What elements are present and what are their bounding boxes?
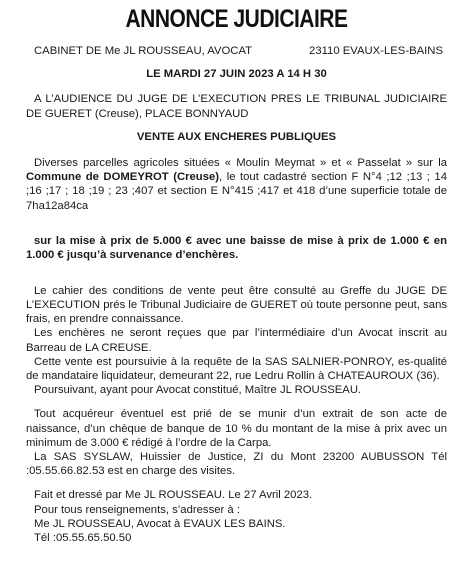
- cabinet-name: CABINET DE Me JL ROUSSEAU, AVOCAT: [34, 45, 253, 57]
- sale-title: VENTE AUX ENCHERES PUBLIQUES: [136, 130, 337, 143]
- closing-line-1: Fait et dressé par Me JL ROUSSEAU. Le 27 Avril 2023.: [34, 489, 313, 502]
- closing-block: [26, 488, 447, 545]
- parcels-details: , le tout cadastré section F N°4 ;12 ;13 ; 14 ;16 ;17 ; 18 ;19 ; 23 ;407 et section E N°415 ;417 et 418 d’une superficie totale de 7ha12a84ca: [26, 171, 447, 212]
- commune-name: Commune de DOMEYROT (Creuse): [26, 171, 220, 184]
- hearing-location: A L’AUDIENCE DU JUGE DE L’EXECUTION PRES LE TRIBUNAL JUDICIAIRE DE GUERET (Creuse), PLACE BONNYAUD: [26, 93, 447, 120]
- buyer-paragraph: Tout acquéreur éventuel est prié de se munir d’un extrait de son acte de naissance, d’un chèque de banque de 10 % du montant de la mise à prix avec un minimum de 3.000 € rédigé à l’ordre de la Carpa.: [26, 408, 447, 449]
- hearing-date: LE MARDI 27 JUIN 2023 A 14 H 30: [146, 68, 327, 81]
- closing-line-3: Me JL ROUSSEAU, Avocat à EVAUX LES BAINS.: [34, 517, 286, 530]
- parcels-description: [26, 156, 447, 213]
- parcels-intro: Diverses parcelles agricoles situées « Moulin Meymat » et « Passelat » sur la: [34, 157, 447, 170]
- notice-header: [26, 44, 447, 58]
- bids-paragraph: Les enchères ne seront reçues que par l’intermédiaire d’un Avocat inscrit au Barreau de LA CREUSE.: [26, 327, 447, 354]
- lawyer-paragraph: Poursuivant, ayant pour Avocat constitué, Maître JL ROUSSEAU.: [34, 384, 362, 397]
- pursued-paragraph: Cette vente est poursuivie à la requête de la SAS SALNIER-PONROY, es-qualité de mandataire liquidateur, demeurant 22, rue Ledru Rollin à CHATEAUROUX (36).: [26, 355, 447, 383]
- closing-line-2: Pour tous renseignements, s’adresser à :: [34, 503, 240, 516]
- starting-price: sur la mise à prix de 5.000 € avec une baisse de mise à prix de 1.000 € en 1.000 € jusqu’à survenance d’enchères.: [26, 235, 447, 262]
- conditions-paragraph: Le cahier des conditions de vente peut être consulté au Greffe du JUGE DE L’EXECUTION prés le Tribunal Judiciaire de GUERET où toute personne peut, sans frais, en prendre connaissance.: [26, 284, 447, 326]
- bailiff-paragraph: La SAS SYSLAW, Huissier de Justice, ZI du Mont 23200 AUBUSSON Tél :05.55.66.82.53 est en charge des visites.: [26, 451, 447, 478]
- cabinet-address: 23110 EVAUX-LES-BAINS: [309, 45, 443, 57]
- closing-line-4: Tél :05.55.65.50.50: [34, 532, 132, 545]
- notice-title: ANNONCE JUDICIAIRE: [125, 5, 348, 33]
